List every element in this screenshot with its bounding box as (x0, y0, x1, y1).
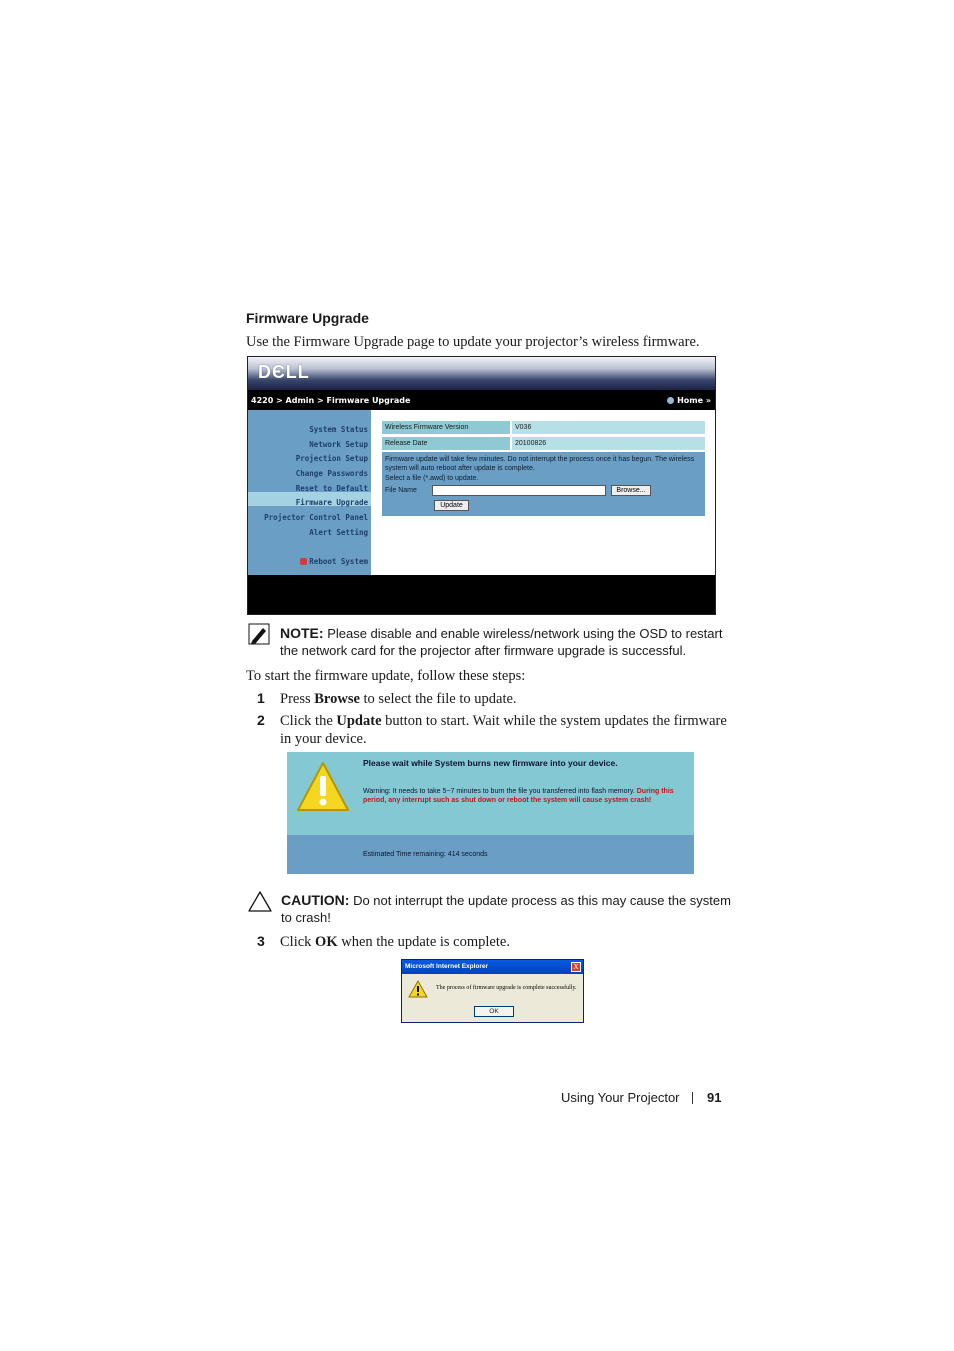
dialog-message: The process of firmware upgrade is complete successfully. (436, 985, 577, 991)
release-date-value: 20100826 (512, 437, 705, 450)
step-1-post: to select the file to update. (359, 691, 517, 707)
power-icon (300, 558, 307, 565)
update-instructions: Firmware update will take few minutes. Do not interrupt the process once it has begun. The wireless system will auto reboot after update is complete. (385, 456, 695, 472)
step-2-bold: Update (336, 713, 382, 729)
breadcrumb-bar (248, 394, 715, 408)
step-number: 2 (257, 712, 265, 728)
breadcrumb: 4220 > Admin > Firmware Upgrade (251, 396, 411, 405)
step-number: 1 (257, 690, 265, 706)
content-area (371, 410, 715, 575)
burning-progress-screenshot (287, 752, 694, 874)
burn-warning-plain: Warning: It needs to take 5~7 minutes to burn the file you transferred into flash memory. (363, 788, 635, 795)
step-3-bold: OK (315, 934, 338, 950)
close-icon[interactable]: X (571, 962, 581, 972)
step-1-pre: Press (280, 691, 315, 707)
footer-bar (248, 575, 715, 614)
caution-label: CAUTION: (281, 892, 350, 908)
sidebar-item-reset-to-default[interactable]: Reset to Default (295, 484, 368, 493)
sidebar-item-alert-setting[interactable]: Alert Setting (309, 528, 368, 537)
section-heading: Firmware Upgrade (246, 310, 369, 326)
step-2-post: button to start. Wait while the system updates the firmware in your device. (280, 713, 727, 747)
footer-divider (692, 1092, 693, 1104)
sidebar-item-firmware-upgrade[interactable]: Firmware Upgrade (295, 498, 368, 507)
page-number: 91 (707, 1090, 722, 1105)
dell-logo: DЄLL (258, 362, 310, 382)
note-text (280, 625, 740, 659)
burn-title: Please wait while System burns new firmware into your device. (363, 758, 618, 768)
step-number: 3 (257, 933, 265, 949)
firmware-version-value: V036 (512, 421, 705, 434)
step-2-pre: Click the (280, 713, 337, 729)
file-name-input[interactable] (432, 485, 606, 496)
sidebar-item-change-passwords[interactable]: Change Passwords (295, 469, 368, 478)
sidebar-item-projection-setup[interactable]: Projection Setup (295, 454, 368, 463)
estimate-bar (287, 835, 694, 874)
caution-body: Do not interrupt the update process as this may cause the system to crash! (281, 893, 731, 925)
home-icon (667, 397, 674, 404)
warning-icon (295, 760, 351, 814)
step-2-text (280, 712, 740, 748)
steps-intro: To start the firmware update, follow these steps: (246, 668, 526, 684)
browse-button[interactable]: Browse... (611, 485, 651, 496)
sidebar-item-network-setup[interactable]: Network Setup (309, 440, 368, 449)
step-1-text (280, 690, 740, 708)
sidebar (248, 410, 371, 575)
burn-warning (363, 787, 693, 805)
sidebar-item-reboot-system[interactable] (300, 557, 368, 566)
warning-icon (408, 980, 428, 998)
home-link[interactable] (667, 394, 711, 408)
footer-section-title: Using Your Projector (561, 1090, 680, 1105)
sidebar-item-system-status[interactable]: System Status (309, 425, 368, 434)
estimated-time: Estimated Time remaining: 414 seconds (363, 851, 488, 858)
intro-paragraph: Use the Firmware Upgrade page to update your projector’s wireless firmware. (246, 334, 700, 350)
ie-completion-dialog (401, 959, 584, 1023)
home-link-label: Home » (677, 396, 711, 405)
pencil-note-icon (248, 623, 270, 645)
step-3-post: when the update is complete. (337, 934, 510, 950)
firmware-upgrade-screenshot (247, 356, 716, 615)
caution-triangle-icon (247, 890, 273, 913)
release-date-label: Release Date (382, 437, 510, 450)
step-3-text (280, 933, 740, 951)
caution-text (281, 892, 741, 926)
firmware-version-label: Wireless Firmware Version (382, 421, 510, 434)
step-3-pre: Click (280, 934, 316, 950)
dialog-title: Microsoft Internet Explorer (402, 960, 583, 974)
reboot-label: Reboot System (309, 557, 368, 566)
update-panel (382, 452, 705, 516)
note-label: NOTE: (280, 625, 324, 641)
sidebar-item-projector-control-panel[interactable]: Projector Control Panel (264, 513, 368, 522)
header-banner (248, 357, 715, 390)
step-1-bold: Browse (314, 691, 360, 707)
burn-warning-red: During this period, any interrupt such as shut down or reboot the system will cause system crash! (363, 788, 674, 804)
update-button[interactable]: Update (434, 500, 469, 511)
note-body: Please disable and enable wireless/network using the OSD to restart the network card for the projector after firmware upgrade is successful. (280, 626, 723, 658)
ok-button[interactable]: OK (474, 1006, 514, 1017)
select-file-text: Select a file (*.awd) to update. (385, 475, 479, 482)
file-name-label: File Name (385, 487, 417, 494)
